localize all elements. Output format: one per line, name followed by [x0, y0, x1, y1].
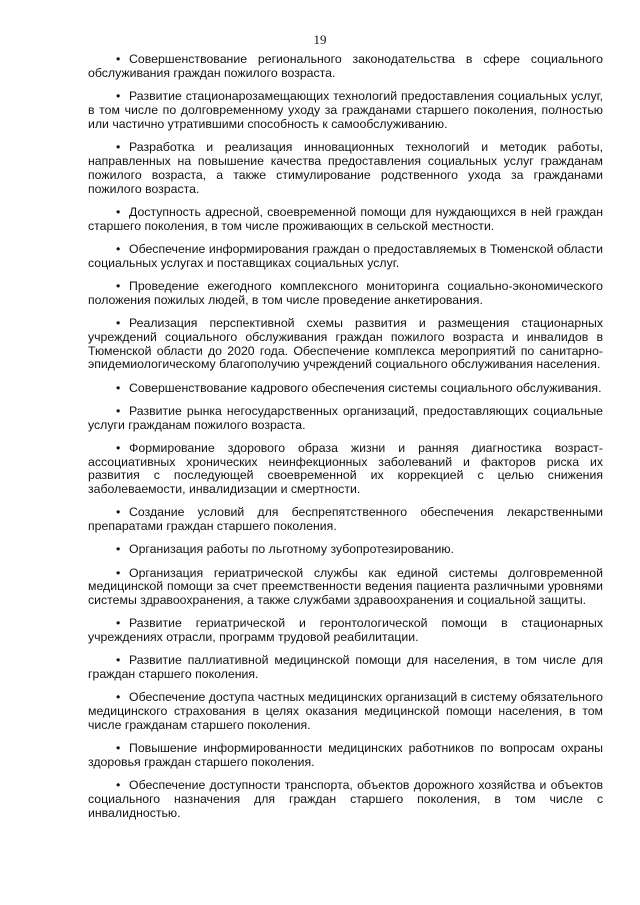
list-item — [88, 506, 603, 534]
bullet-icon: • — [116, 380, 121, 395]
list-item — [88, 567, 603, 609]
bullet-list — [88, 53, 603, 830]
list-item — [88, 317, 603, 373]
list-item-text: Создание условий для беспрепятственного обеспечения лекарственными препаратами граждан старшего поколения. — [88, 505, 603, 534]
bullet-icon: • — [116, 653, 121, 668]
list-item — [88, 243, 603, 271]
bullet-icon: • — [116, 204, 121, 219]
list-item — [88, 654, 603, 682]
bullet-icon: • — [116, 139, 121, 154]
bullet-icon: • — [116, 741, 121, 756]
list-item-text: Обеспечение доступности транспорта, объектов дорожного хозяйства и объектов социального назначения для граждан старшего поколения, в том числе с инвалидностью. — [88, 778, 603, 821]
bullet-icon: • — [116, 505, 121, 520]
list-item-text: Реализация перспективной схемы развития и размещения стационарных учреждений социального обслуживания граждан пожилого возраста и инвалидов в Тюменской области до 2020 года. Обеспечение комплекса мероприятий по санитарно-эпидемиологическому благополучию учреждений социального обслуживания населения. — [88, 315, 603, 372]
bullet-icon: • — [116, 52, 121, 66]
list-item — [88, 691, 603, 733]
list-item — [88, 617, 603, 645]
bullet-icon: • — [116, 778, 121, 793]
list-item-text: Повышение информированности медицинских работников по вопросам охраны здоровья граждан старшего поколения. — [88, 741, 603, 770]
list-item-text: Проведение ежегодного комплексного мониторинга социально-экономического положения пожилых людей, в том числе проведение анкетирования. — [88, 278, 603, 307]
list-item-text: Совершенствование регионального законодательства в сфере социального обслуживания граждан пожилого возраста. — [88, 52, 603, 80]
list-item — [88, 405, 603, 433]
bullet-icon: • — [116, 278, 121, 293]
list-item-text: Развитие паллиативной медицинской помощи для населения, в том числе для граждан старшего поколения. — [88, 653, 603, 682]
list-item-text: Обеспечение доступа частных медицинских организаций в систему обязательного медицинского страхования в целях оказания медицинской помощи населения, в том числе гражданам старшего поколения. — [88, 690, 603, 733]
bullet-icon: • — [116, 690, 121, 705]
list-item-text: Развитие рынка негосударственных организаций, предоставляющих социальные услуги гражданам пожилого возраста. — [88, 403, 603, 432]
bullet-icon: • — [116, 403, 121, 418]
list-item-text: Развитие стационарозамещающих технологий предоставления социальных услуг, в том числе по долговременному уходу за гражданами старшего поколения, полностью или частично утратившими способность к самообслуживанию. — [88, 89, 603, 131]
list-item — [88, 442, 603, 498]
bullet-icon: • — [116, 89, 121, 103]
bullet-icon: • — [116, 241, 121, 256]
list-item — [88, 543, 603, 557]
list-item — [88, 53, 603, 81]
list-item — [88, 141, 603, 197]
list-item-text: Формирование здорового образа жизни и ранняя диагностика возраст-ассоциативных хронических неинфекционных заболеваний и факторов риска их развития с последующей своевременной их коррекцией с целью снижения заболеваемости, инвалидизации и смертности. — [88, 440, 603, 497]
list-item-text: Совершенствование кадрового обеспечения системы социального обслуживания. — [129, 380, 602, 395]
list-item-text: Развитие гериатрической и геронтологической помощи в стационарных учреждениях отрасли, программ трудовой реабилитации. — [88, 616, 603, 645]
list-item — [88, 280, 603, 308]
bullet-icon: • — [116, 616, 121, 631]
list-item-text: Организация гериатрической службы как единой системы долговременной медицинской помощи за счет преемственности ведения пациента различными уровнями системы здравоохранения, а также службами здравоохранения и социальной защиты. — [88, 565, 603, 608]
list-item-text: Разработка и реализация инновационных технологий и методик работы, направленных на повышение качества предоставления социальных услуг гражданам пожилого возраста, а также стимулирование родственного ухода за гражданами пожилого возраста. — [88, 139, 603, 196]
page-number: 19 — [313, 32, 327, 47]
list-item — [88, 382, 603, 396]
list-item — [88, 779, 603, 821]
list-item-text: Организация работы по льготному зубопротезированию. — [129, 542, 454, 557]
bullet-icon: • — [116, 315, 121, 330]
list-item-text: Доступность адресной, своевременной помощи для нуждающихся в ней граждан старшего поколения, в том числе проживающих в сельской местности. — [88, 204, 603, 233]
list-item — [88, 206, 603, 234]
list-item — [88, 90, 603, 132]
list-item — [88, 742, 603, 770]
bullet-icon: • — [116, 542, 121, 557]
list-item-text: Обеспечение информирования граждан о предоставляемых в Тюменской области социальных услугах и поставщиках социальных услуг. — [88, 241, 603, 270]
bullet-icon: • — [116, 440, 121, 455]
bullet-icon: • — [116, 565, 121, 580]
